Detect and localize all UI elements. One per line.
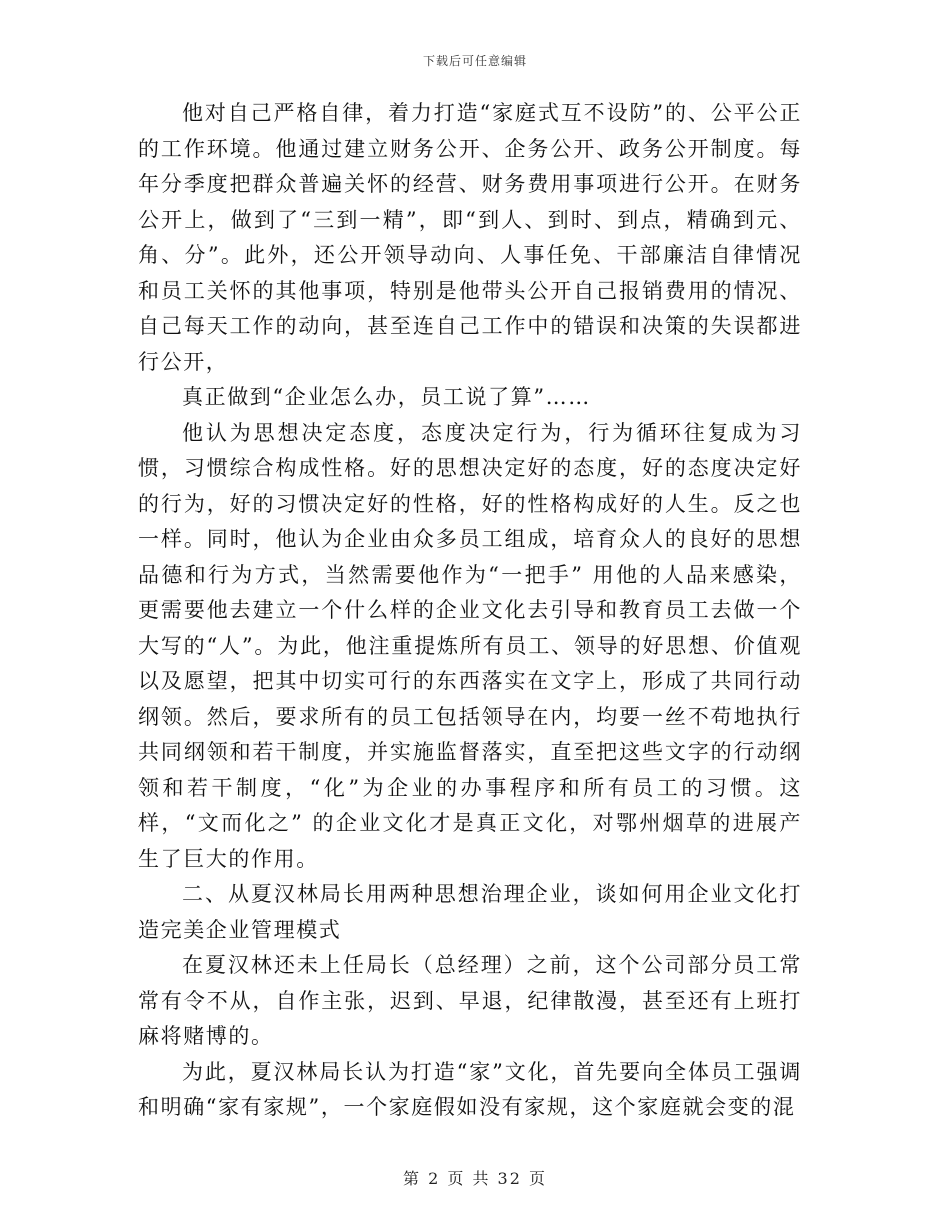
paragraph-before-appointment: 在夏汉林还未上任局长（总经理）之前，这个公司部分员工常常有令不从，自作主张，迟到、早退，纪律散漫，甚至还有上班打麻将赌博的。	[138, 953, 802, 1048]
paragraph-thought-attitude: 他认为思想决定态度，态度决定行为，行为循环往复成为习惯，习惯综合构成性格。好的思想决定好的态度，好的态度决定好的行为，好的习惯决定好的性格，好的性格构成好的人生。反之也一样。同时，他认为企业由众多员工组成，培育众人的良好的思想品德和行为方式，当然需要他作为“一把手” 用他的人品来感染，更需要他去建立一个什么样的企业文化去引导和教育员工去做一个大写的“人”。为此，他注重提炼所有员工、领导的好思想、价值观以及愿望，把其中切实可行的东西落实在文字上，形成了共同行动纲领。然后，要求所有的员工包括领导在内，均要一丝不苟地执行共同纲领和若干制度，并实施监督落实，直至把这些文字的行动纲领和若干制度，“化”为企业的办事程序和所有员工的习惯。这样，“文而化之” 的企业文化才是真正文化，对鄂州烟草的进展产生了巨大的作用。	[138, 420, 802, 871]
page-number: 第 2 页 共 32 页	[403, 1169, 547, 1188]
section-heading-two: 二、从夏汉林局长用两种思想治理企业，谈如何用企业文化打造完美企业管理模式	[138, 882, 802, 942]
document-body	[138, 96, 802, 1126]
paragraph-finance-disclosure: 他对自己严格自律，着力打造“家庭式互不设防”的、公平公正的工作环境。他通过建立财务公开、企务公开、政务公开制度。每年分季度把群众普遍关怀的经营、财务费用事项进行公开。在财务公开上，做到了“三到一精”，即“到人、到时、到点，精确到元、角、分”。此外，还公开领导动向、人事任免、干部廉洁自律情况和员工关怀的其他事项，特别是他带头公开自己报销费用的情况、自己每天工作的动向，甚至连自己工作中的错误和决策的失误都进行公开，	[138, 101, 802, 374]
paragraph-family-rules: 为此，夏汉林局长认为打造“家”文化，首先要向全体员工强调和明确“家有家规”，一个家庭假如没有家规，这个家庭就会变的混	[138, 1059, 802, 1119]
paragraph-employee-decides: 真正做到“企业怎么办，员工说了算”……	[182, 385, 591, 409]
page-header: 下载后可任意编辑	[422, 54, 527, 68]
